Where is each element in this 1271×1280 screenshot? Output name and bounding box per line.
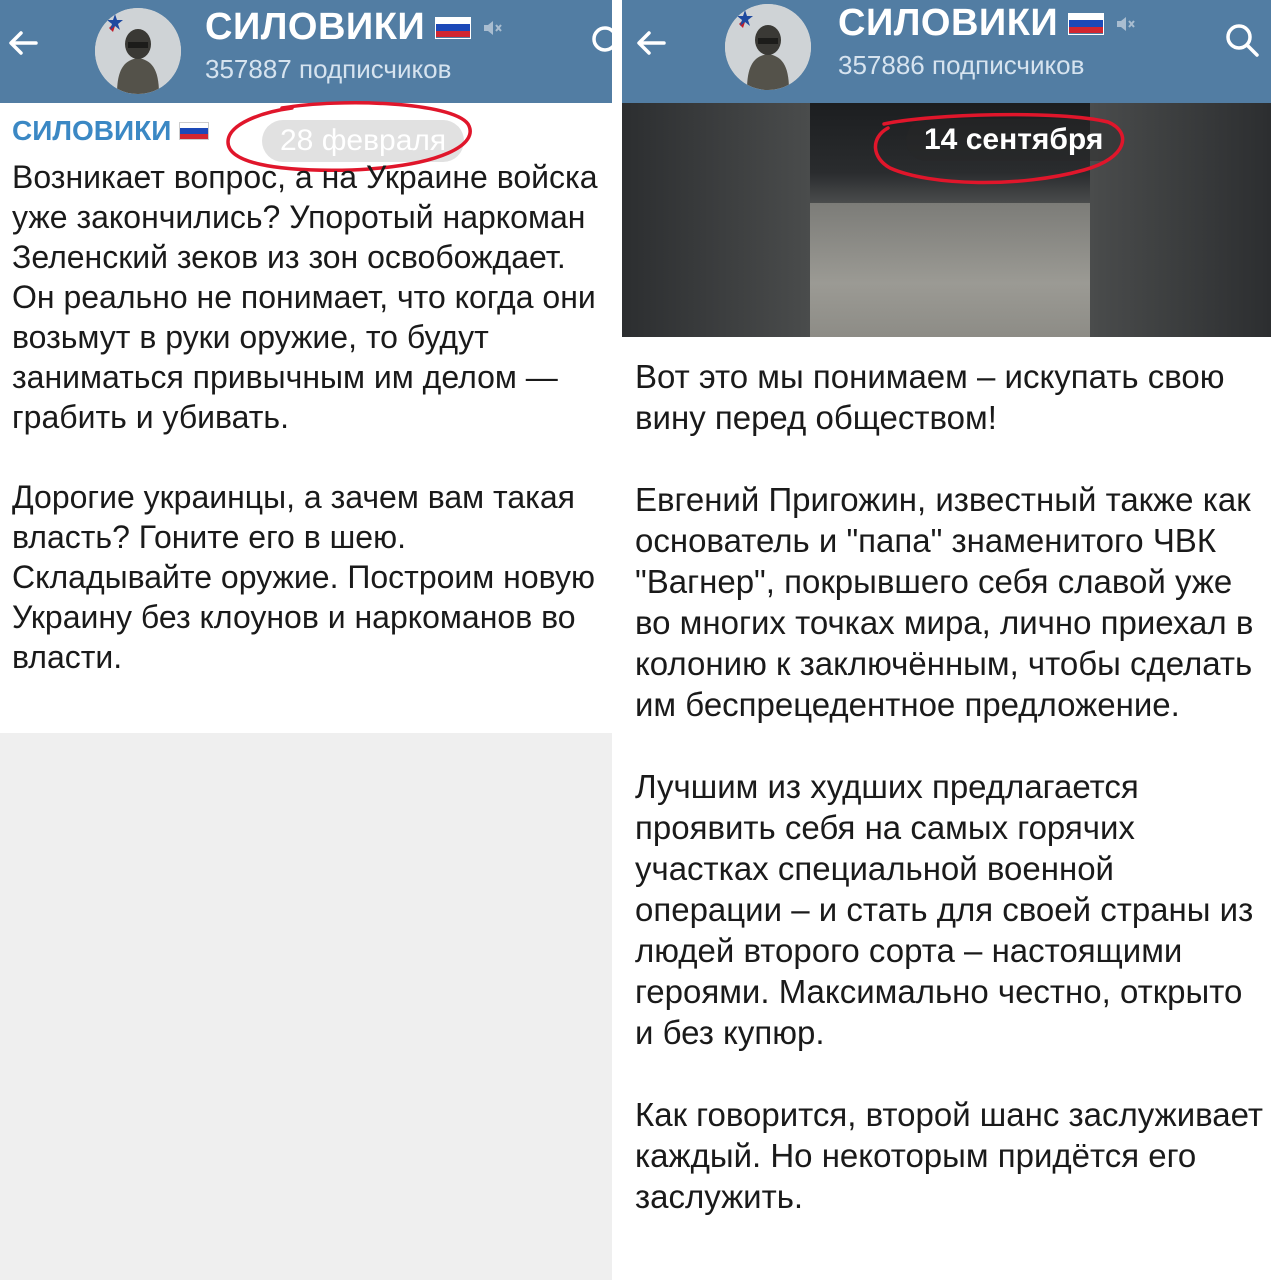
right-screenshot	[622, 0, 1271, 1280]
russian-flag-icon	[435, 17, 471, 39]
channel-avatar[interactable]	[725, 4, 811, 90]
sender-row	[12, 115, 209, 147]
date-chip: 28 февраля	[262, 120, 464, 162]
message-paragraph: Лучшим из худших предлагается проявить себя на самых горячих участках специальной военной операции – и стать для своей страны из людей второго сорта – настоящими героями. Максимально честно, открыто и без купюр.	[635, 768, 1254, 1051]
left-screenshot	[0, 0, 612, 1280]
message-paragraph: Как говорится, второй шанс заслуживает каждый. Но некоторым придётся его заслужить.	[635, 1096, 1264, 1215]
search-icon[interactable]	[1222, 20, 1262, 60]
subscriber-count: 357886 подписчиков	[838, 50, 1085, 80]
media-blur	[622, 103, 810, 337]
message-paragraph: Дорогие украинцы, а зачем вам такая власть? Гоните его в шею. Складывайте оружие. Построим новую Украину без клоунов и наркоманов во власти.	[12, 479, 595, 675]
back-arrow-icon[interactable]	[632, 24, 670, 62]
muted-icon	[481, 17, 503, 39]
message-paragraph: Вот это мы понимаем – искупать свою вину перед обществом!	[635, 358, 1225, 436]
message-paragraph: Евгений Пригожин, известный также как основатель и "папа" знаменитого ЧВК "Вагнер", покрывшего себя славой уже во многих точках мира, лично приехал в колонию к заключённым, чтобы сделать им беспрецедентное предложение.	[635, 481, 1254, 723]
subscriber-count: 357887 подписчиков	[205, 54, 452, 84]
muted-icon	[1114, 13, 1136, 35]
channel-title-row	[838, 2, 1136, 45]
media-ground	[810, 203, 1090, 337]
date-chip: 14 сентября	[906, 119, 1121, 161]
channel-header	[622, 0, 1271, 103]
message-paragraph: Возникает вопрос, а на Украине войска уже закончились? Упоротый наркоман Зеленский зеков из зон освобождает. Он реально не понимает, что когда они возьмут в руки оружие, то будут заниматься привычным им делом — грабить и убивать.	[12, 159, 598, 435]
channel-title-row	[205, 6, 503, 49]
back-arrow-icon[interactable]	[4, 24, 42, 62]
channel-title: СИЛОВИКИ	[205, 6, 426, 48]
channel-title: СИЛОВИКИ	[838, 2, 1059, 44]
sender-name[interactable]: СИЛОВИКИ	[12, 115, 172, 146]
channel-header	[0, 0, 612, 103]
message-text	[12, 157, 604, 677]
message-text	[635, 356, 1265, 1258]
russian-flag-icon	[1068, 13, 1104, 35]
screenshot-divider	[612, 0, 622, 1280]
russian-flag-icon	[179, 122, 209, 140]
channel-avatar[interactable]	[95, 8, 181, 94]
search-icon[interactable]	[588, 22, 612, 62]
